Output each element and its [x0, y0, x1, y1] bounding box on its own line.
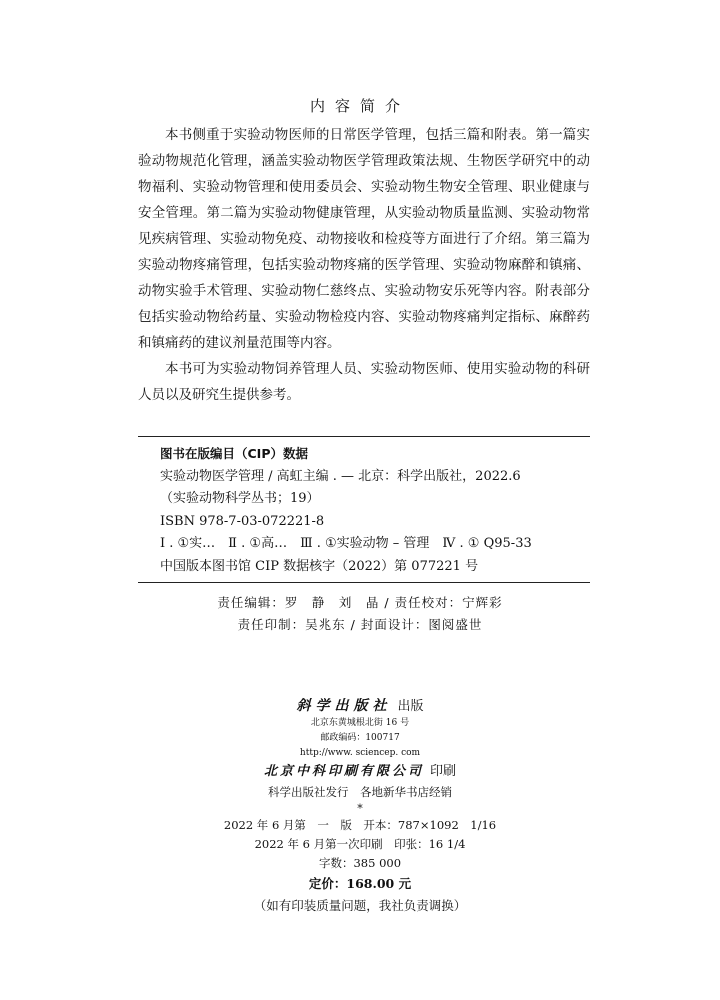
separator-star: *	[357, 802, 363, 815]
editors-line-1: 责任编辑：罗 静 刘 晶 / 责任校对：宁辉彩	[217, 595, 503, 610]
publisher-line	[0, 696, 720, 716]
colophon	[0, 696, 720, 917]
publisher-suffix: 出版	[397, 699, 424, 714]
editors-credits	[0, 592, 720, 636]
editors-line-2: 责任印制：吴兆东 / 封面设计：图阅盛世	[237, 617, 483, 632]
publisher-postcode: 邮政编码：100717	[320, 733, 400, 743]
price-line: 定价：168.00 元	[308, 876, 412, 891]
cip-line-record-number: 中国版本图书馆 CIP 数据核字（2022）第 077221 号	[160, 558, 479, 574]
cip-line-series: （实验动物科学丛书；19）	[160, 491, 320, 506]
cip-line-classification: Ⅰ . ①实… Ⅱ . ①高… Ⅲ . ①实验动物 – 管理 Ⅳ . ① Q95-33	[160, 536, 532, 551]
printer-suffix: 印刷	[430, 764, 457, 779]
edition-line: 2022 年 6 月第 一 版 开本：787×1092 1/16	[223, 818, 497, 832]
publisher-address: 北京东黄城根北街 16 号	[310, 718, 410, 728]
summary-paragraph-2: 本书可为实验动物饲养管理人员、实验动物医师、使用实验动物的科研人员以及研究生提供参考。	[138, 361, 590, 403]
summary-title: 内容简介	[309, 97, 410, 115]
cip-data-block	[138, 436, 590, 583]
cip-heading: 图书在版编目（CIP）数据	[160, 446, 308, 461]
quality-notice: （如有印装质量问题，我社负责调换）	[253, 898, 467, 913]
publisher-website: http://www. sciencep. com	[299, 748, 421, 758]
printing-line: 2022 年 6 月第一次印刷 印张：16 1/4	[254, 837, 466, 851]
cip-line-isbn: ISBN 978-7-03-072221-8	[160, 513, 325, 529]
word-count-line: 字数：385 000	[318, 856, 402, 870]
summary-paragraph-1: 本书侧重于实验动物医师的日常医学管理，包括三篇和附表。第一篇实验动物规范化管理，涵盖实验动物医学管理政策法规、生物医学研究中的动物福利、实验动物管理和使用委员会、实验动物生物安全管理、职业健康与安全管理。第二篇为实验动物健康管理，从实验动物质量监测、实验动物常见疾病管理、实验动物免疫、动物接收和检疫等方面进行了介绍。第三篇为实验动物疼痛管理，包括实验动物疼痛的医学管理、实验动物麻醉和镇痛、动物实验手术管理、实验动物仁慈终点、实验动物安乐死等内容。附表部分包括实验动物给药量、实验动物检疫内容、实验动物疼痛判定指标、麻醉药和镇痛药的建议剂量范围等内容。	[138, 127, 590, 351]
publisher-name: 斜学出版社	[296, 698, 392, 714]
cip-line-title: 实验动物医学管理 / 高虹主编 . — 北京：科学出版社，2022.6	[160, 468, 521, 484]
distribution-line: 科学出版社发行 各地新华书店经销	[268, 785, 452, 799]
printer-line	[0, 761, 720, 782]
summary-body	[138, 122, 590, 408]
printer-name: 北京中科印刷有限公司	[263, 764, 424, 779]
